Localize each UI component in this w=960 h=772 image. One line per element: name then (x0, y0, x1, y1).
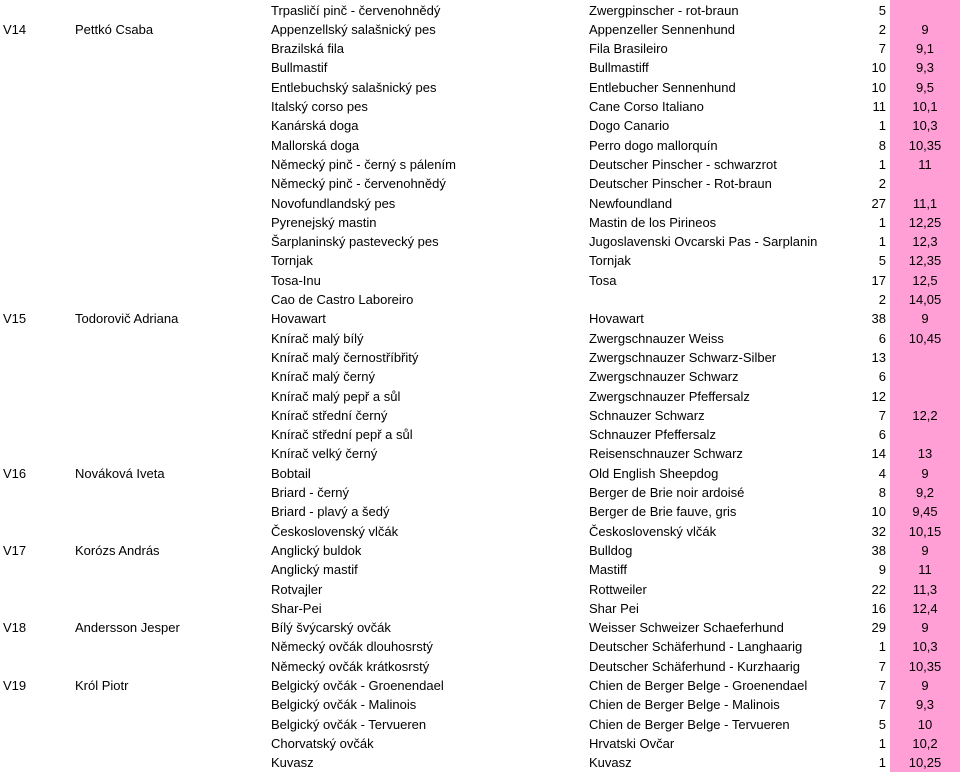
judge-name: Król Piotr (75, 678, 129, 693)
ring-number (3, 580, 69, 599)
judging-time: 10,3 (912, 118, 938, 134)
breed-name-original: Chien de Berger Belge - Malinois (589, 697, 780, 713)
ring-number (3, 58, 69, 77)
breed-name-czech: Bobtail (271, 465, 311, 481)
breed-name-czech: Italský corso pes (271, 99, 368, 114)
judging-time: 9,45 (912, 504, 938, 520)
dog-count: 7 (878, 41, 886, 57)
judging-time: 9,3 (915, 60, 935, 76)
judging-time: 9,2 (915, 485, 935, 500)
table-row (0, 560, 960, 579)
dog-count: 38 (871, 542, 886, 558)
dog-count: 1 (878, 755, 886, 771)
breed-name-original: Zwergschnauzer Weiss (589, 330, 724, 346)
judging-time: 10,35 (908, 658, 942, 674)
breed-name-original: Perro dogo mallorquín (589, 137, 718, 153)
dog-count: 2 (878, 292, 886, 307)
breed-name-original: Chien de Berger Belge - Tervueren (589, 716, 790, 732)
judge-name (75, 502, 265, 521)
judging-time (890, 174, 960, 193)
dog-count: 8 (878, 485, 886, 500)
breed-name-original: Berger de Brie fauve, gris (589, 504, 737, 520)
ring-number (3, 599, 69, 618)
table-row (0, 290, 960, 309)
judging-time: 10 (917, 716, 933, 732)
ring-number (3, 329, 69, 348)
judging-time: 9 (921, 465, 929, 481)
judge-name (75, 116, 265, 135)
breed-name-czech: Knírač velký černý (271, 446, 378, 462)
judge-name (75, 251, 265, 270)
ring-number (3, 522, 69, 541)
breed-name-czech: Briard - plavý a šedý (271, 504, 390, 520)
breed-name-czech: Knírač malý pepř a sůl (271, 388, 401, 404)
ring-number (3, 290, 69, 309)
judge-name (75, 425, 265, 444)
dog-count: 7 (878, 407, 886, 423)
judging-time: 11 (918, 562, 932, 578)
judge-name (75, 329, 265, 348)
table-row (0, 58, 960, 77)
breed-name-czech: Briard - černý (271, 485, 350, 500)
ring-number (3, 734, 69, 753)
breed-name-original: Československý vlčák (589, 523, 717, 539)
judging-time: 10,1 (912, 99, 938, 114)
breed-name-original: Zwergpinscher - rot-braun (589, 2, 739, 18)
ring-number (3, 560, 69, 579)
dog-count: 29 (871, 620, 886, 636)
breed-name-original: Deutscher Pinscher - Rot-braun (589, 176, 772, 192)
table-row (0, 444, 960, 463)
breed-name-original: Deutscher Schäferhund - Kurzhaarig (589, 658, 801, 674)
breed-name-original: Schnauzer Schwarz (589, 407, 705, 423)
breed-name-original: Mastiff (589, 562, 628, 578)
ring-number (3, 251, 69, 270)
breed-name-original: Reisenschnauzer Schwarz (589, 446, 743, 462)
judge-name (75, 78, 265, 97)
table-row (0, 599, 960, 618)
breed-name-original: Old English Sheepdog (589, 465, 719, 481)
breed-name-czech: Tornjak (271, 253, 313, 269)
dog-count: 7 (878, 658, 886, 674)
judging-time: 12,5 (912, 272, 938, 288)
breed-name-czech: Novofundlandský pes (271, 195, 396, 211)
judge-name (75, 290, 265, 309)
judging-time: 9 (921, 620, 929, 636)
ring-number (3, 444, 69, 463)
ring-number (3, 174, 69, 193)
table-row (0, 1, 960, 20)
judging-time: 12,25 (908, 214, 942, 230)
breed-name-original: Cane Corso Italiano (589, 99, 704, 114)
dog-count: 1 (878, 118, 886, 134)
judge-name (75, 348, 265, 367)
dog-count: 16 (871, 600, 886, 616)
table-row (0, 387, 960, 406)
dog-count: 4 (878, 465, 886, 481)
judge-name (75, 657, 265, 676)
dog-count: 10 (871, 79, 886, 95)
breed-name-original: Chien de Berger Belge - Groenendael (589, 678, 808, 693)
breed-name-czech: Trpasličí pinč - červenohnědý (271, 2, 441, 18)
dog-count: 11 (872, 99, 886, 114)
dog-count: 5 (878, 253, 886, 269)
judge-name (75, 367, 265, 386)
table-row (0, 136, 960, 155)
dog-count: 10 (871, 504, 886, 520)
judge-name: Pettkó Csaba (75, 21, 154, 37)
breed-name-czech: Československý vlčák (271, 523, 399, 539)
ring-number: V16 (3, 465, 27, 481)
breed-name-czech: Rotvajler (271, 581, 323, 597)
ring-number (3, 213, 69, 232)
breed-name-original: Jugoslavenski Ovcarski Pas - Sarplanin (589, 234, 818, 250)
dog-count: 7 (878, 678, 886, 693)
breed-name-czech: Brazilská fila (271, 41, 344, 57)
ring-number (3, 348, 69, 367)
judging-time: 9 (921, 542, 929, 558)
breed-name-czech: Knírač malý černostříbřitý (271, 349, 419, 365)
table-row (0, 97, 960, 116)
dog-count: 5 (878, 716, 886, 732)
breed-name-czech: Cao de Castro Laboreiro (271, 292, 414, 307)
breed-name-original: Deutscher Schäferhund - Langhaarig (589, 639, 803, 655)
judge-name (75, 753, 265, 772)
ring-number: V19 (3, 678, 27, 693)
ring-number (3, 39, 69, 58)
table-row (0, 464, 960, 483)
breed-name-czech: Belgický ovčák - Malinois (271, 697, 417, 713)
judge-name (75, 522, 265, 541)
judging-time: 10,45 (908, 330, 942, 346)
breed-name-czech: Knírač střední černý (271, 407, 388, 423)
table-row (0, 20, 960, 39)
judging-time: 10,2 (912, 735, 938, 751)
ring-number (3, 406, 69, 425)
table-row (0, 367, 960, 386)
ring-number (3, 502, 69, 521)
table-row (0, 715, 960, 734)
breed-name-original: Schnauzer Pfeffersalz (589, 427, 716, 443)
judge-name (75, 39, 265, 58)
dog-count: 1 (878, 639, 886, 655)
ring-number (3, 97, 69, 116)
ring-number (3, 232, 69, 251)
judge-name (75, 213, 265, 232)
table-row (0, 271, 960, 290)
ring-number (3, 155, 69, 174)
dog-count: 1 (878, 735, 886, 751)
breed-name-original: Rottweiler (589, 581, 647, 597)
ring-number: V18 (3, 620, 27, 636)
breed-name-original: Berger de Brie noir ardoisé (589, 485, 745, 500)
breed-name-original: Zwergschnauzer Pfeffersalz (589, 388, 750, 404)
dog-count: 14 (871, 446, 886, 462)
table-row (0, 618, 960, 637)
ring-number: V17 (3, 542, 27, 558)
breed-name-original: Bulldog (589, 542, 633, 558)
breed-name-original: Dogo Canario (589, 118, 670, 134)
judge-name (75, 174, 265, 193)
breed-name-czech: Bullmastif (271, 60, 328, 76)
judging-time: 14,05 (908, 292, 942, 307)
dog-count: 7 (878, 697, 886, 713)
breed-name-czech: Německý pinč - červenohnědý (271, 176, 446, 192)
dog-count: 22 (871, 581, 886, 597)
dog-count: 8 (878, 137, 886, 153)
judge-name (75, 483, 265, 502)
table-row (0, 580, 960, 599)
judge-name (75, 232, 265, 251)
breed-name-original: Entlebucher Sennenhund (589, 79, 736, 95)
breed-name-czech: Anglický mastif (271, 562, 358, 578)
ring-number (3, 194, 69, 213)
table-row (0, 194, 960, 213)
judge-name (75, 580, 265, 599)
breed-name-czech: Knírač malý bílý (271, 330, 364, 346)
judge-name (75, 194, 265, 213)
judge-name (75, 97, 265, 116)
table-row (0, 116, 960, 135)
ring-number (3, 715, 69, 734)
table-row (0, 502, 960, 521)
table-row (0, 541, 960, 560)
table-row (0, 329, 960, 348)
judging-time (890, 387, 960, 406)
judging-time: 11,3 (912, 581, 938, 597)
breed-name-original: Appenzeller Sennenhund (589, 21, 736, 37)
judging-time: 9,5 (915, 79, 935, 95)
ring-number (3, 657, 69, 676)
table-row (0, 251, 960, 270)
table-row (0, 753, 960, 772)
judging-time: 11 (918, 156, 932, 172)
judge-name (75, 387, 265, 406)
ring-number: V14 (3, 21, 27, 37)
table-row (0, 637, 960, 656)
breed-name-czech: Pyrenejský mastin (271, 214, 377, 230)
dog-count: 6 (878, 330, 886, 346)
judging-time: 12,2 (912, 407, 938, 423)
breed-name-original: Deutscher Pinscher - schwarzrot (589, 156, 777, 172)
breed-name-czech: Entlebuchský salašnický pes (271, 79, 437, 95)
table-row (0, 406, 960, 425)
judging-time: 9,3 (915, 697, 935, 713)
breed-name-czech: Knírač střední pepř a sůl (271, 427, 413, 443)
judge-name (75, 560, 265, 579)
dog-count: 10 (871, 60, 886, 76)
judge-name (75, 406, 265, 425)
dog-count: 1 (878, 214, 886, 230)
ring-number (3, 271, 69, 290)
ring-number (3, 637, 69, 656)
breed-name-original: Weisser Schweizer Schaeferhund (589, 620, 784, 636)
ring-number (3, 483, 69, 502)
ring-number (3, 425, 69, 444)
ring-number (3, 1, 69, 20)
judge-name: Todorovič Adriana (75, 311, 179, 327)
breed-name-czech: Německý ovčák krátkosrstý (271, 658, 430, 674)
table-row (0, 78, 960, 97)
judge-name (75, 58, 265, 77)
judging-time: 10,15 (908, 523, 942, 539)
breed-name-czech: Kanárská doga (271, 118, 359, 134)
dog-count: 6 (878, 427, 886, 443)
table-row (0, 657, 960, 676)
judge-name (75, 136, 265, 155)
judge-name: Nováková Iveta (75, 465, 165, 481)
breed-name-original: Tornjak (589, 253, 631, 269)
dog-count: 13 (871, 349, 886, 365)
ring-number: V15 (3, 311, 27, 327)
dog-count: 9 (878, 562, 886, 578)
judging-time: 9,1 (915, 41, 935, 57)
ring-number (3, 116, 69, 135)
dog-count: 32 (871, 523, 886, 539)
ring-number (3, 136, 69, 155)
ring-number (3, 753, 69, 772)
breed-name-original: Hovawart (589, 311, 644, 327)
judging-time: 12,35 (908, 253, 942, 269)
table-row (0, 522, 960, 541)
table-row (0, 425, 960, 444)
judge-name (75, 599, 265, 618)
breed-name-czech: Německý pinč - černý s pálením (271, 156, 456, 172)
breed-name-original: Kuvasz (589, 755, 632, 771)
judge-name (75, 637, 265, 656)
table-row (0, 232, 960, 251)
judge-name (75, 444, 265, 463)
table-row (0, 734, 960, 753)
dog-count: 27 (871, 195, 886, 211)
breed-name-czech: Anglický buldok (271, 542, 362, 558)
breed-name-original: Bullmastiff (589, 60, 649, 76)
breed-name-original (589, 290, 851, 309)
judging-time: 11,1 (912, 195, 938, 211)
breed-name-czech: Tosa-Inu (271, 272, 321, 288)
judging-time: 12,4 (912, 600, 938, 616)
dog-count: 5 (878, 2, 886, 18)
breed-name-original: Newfoundland (589, 195, 673, 211)
breed-name-czech: Belgický ovčák - Groenendael (271, 678, 444, 693)
judging-time (890, 367, 960, 386)
judging-time (890, 1, 960, 20)
judging-time: 9 (921, 311, 929, 327)
table-row (0, 213, 960, 232)
table-row (0, 174, 960, 193)
judge-name (75, 734, 265, 753)
dog-count: 38 (871, 311, 886, 327)
judge-name (75, 155, 265, 174)
judging-time: 13 (917, 446, 933, 462)
table-row (0, 483, 960, 502)
table-row (0, 348, 960, 367)
judging-time: 9 (921, 678, 929, 693)
judge-name (75, 1, 265, 20)
judging-time (890, 425, 960, 444)
dog-count: 17 (871, 272, 886, 288)
breed-name-original: Shar Pei (589, 600, 639, 616)
judge-name: Andersson Jesper (75, 620, 180, 636)
ring-number (3, 387, 69, 406)
judge-name (75, 271, 265, 290)
breed-name-czech: Mallorská doga (271, 137, 360, 153)
breed-name-czech: Německý ovčák dlouhosrstý (271, 639, 433, 655)
judge-name (75, 695, 265, 714)
breed-name-original: Zwergschnauzer Schwarz-Silber (589, 349, 777, 365)
breed-name-original: Tosa (589, 272, 617, 288)
breed-name-czech: Bílý švýcarský ovčák (271, 620, 391, 636)
judge-name: Korózs András (75, 542, 160, 558)
table-row (0, 39, 960, 58)
judging-time: 10,35 (908, 137, 942, 153)
dog-count: 1 (878, 156, 886, 172)
dog-count: 1 (878, 234, 886, 250)
dog-count: 2 (878, 176, 886, 192)
breed-name-czech: Belgický ovčák - Tervueren (271, 716, 427, 732)
ring-number (3, 695, 69, 714)
table-row (0, 309, 960, 328)
judging-time: 12,3 (912, 234, 938, 250)
dog-count: 12 (871, 388, 886, 404)
judging-time: 9 (921, 21, 929, 37)
breed-name-original: Hrvatski Ovčar (589, 735, 675, 751)
judging-time (890, 348, 960, 367)
breed-name-czech: Appenzellský salašnický pes (271, 21, 436, 37)
breed-name-czech: Shar-Pei (271, 600, 322, 616)
ring-number (3, 78, 69, 97)
breed-name-czech: Hovawart (271, 311, 326, 327)
breed-name-czech: Šarplaninský pastevecký pes (271, 234, 439, 250)
breed-name-original: Fila Brasileiro (589, 41, 668, 57)
breed-name-czech: Chorvatský ovčák (271, 735, 374, 751)
dog-count: 6 (878, 369, 886, 385)
judging-time: 10,25 (908, 755, 942, 771)
breed-name-original: Zwergschnauzer Schwarz (589, 369, 739, 385)
table-row (0, 695, 960, 714)
judge-name (75, 715, 265, 734)
table-row (0, 155, 960, 174)
breed-name-original: Mastin de los Pirineos (589, 214, 717, 230)
judging-time: 10,3 (912, 639, 938, 655)
breed-name-czech: Knírač malý černý (271, 369, 376, 385)
breed-name-czech: Kuvasz (271, 755, 314, 771)
table-row (0, 676, 960, 695)
dog-count: 2 (878, 21, 886, 37)
ring-number (3, 367, 69, 386)
